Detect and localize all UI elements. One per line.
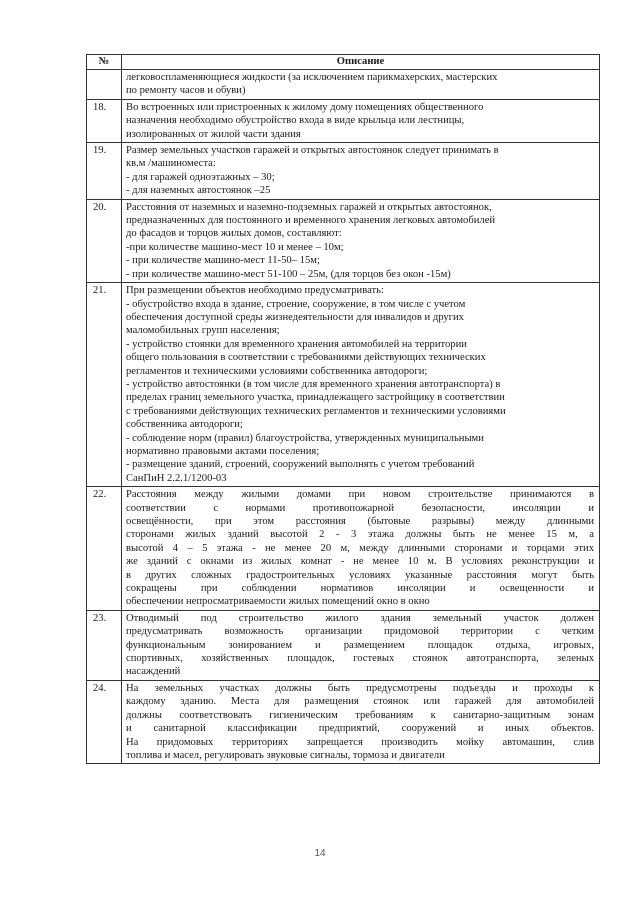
row-number: 24. [87, 680, 122, 763]
description-line: высотой 4 – 5 этажа - не менее 20 м, между длинными сторонами и торцами этих [126, 542, 594, 554]
row-description [122, 610, 600, 680]
row-number: 19. [87, 143, 122, 200]
description-line: Расстояния между жилыми домами при новом строительстве принимаются в [126, 489, 594, 501]
description-line: нормативно правовыми актами поселения; [126, 445, 320, 457]
description-line: собственника автодороги; [126, 419, 243, 431]
header-description: Описание [122, 55, 600, 70]
table-header-row [87, 55, 600, 70]
description-line: каждому зданию. Места для размещения стоянок или гаражей для автомобилей [126, 696, 594, 708]
table-row [87, 283, 600, 487]
row-description [122, 143, 600, 200]
description-line: сокращены при соблюдении нормативов инсоляции и освещенности и [126, 583, 594, 595]
description-line: маломобильных групп населения; [126, 325, 280, 337]
description-line: -при количестве машино-мест 10 и менее – 10м; [126, 241, 344, 253]
row-number: 20. [87, 199, 122, 282]
table-body [87, 70, 600, 764]
row-number: 21. [87, 283, 122, 487]
description-line: легковоспламеняющиеся жидкости (за исключением парикмахерских, мастерских [126, 72, 498, 83]
row-description [122, 99, 600, 142]
row-description [122, 283, 600, 487]
description-line: в других сложных градостроительных условиях указанные расстояния могут быть [126, 569, 594, 581]
description-line: должны соответствовать гигиеническим требованиям к санитарно-защитным зонам [126, 709, 594, 721]
row-number: 22. [87, 487, 122, 611]
description-line: При размещении объектов необходимо предусматривать: [126, 285, 384, 297]
description-line: сторонами жилых зданий высотой 2 - 3 этажа должны быть не менее 15 м, а [126, 529, 594, 541]
table-row [87, 487, 600, 611]
table-row [87, 143, 600, 200]
description-line: - при количестве машино-мест 51-100 – 25м, (для торцов без окон -15м) [126, 268, 451, 280]
row-description [122, 70, 600, 100]
row-description [122, 680, 600, 763]
description-line: пределах границ земельного участка, принадлежащего застройщику в соответствии [126, 392, 505, 404]
description-line: - размещение зданий, строений, сооружений выполнять с учетом требований [126, 459, 475, 471]
description-line: топлива и масел, регулировать звуковые сигналы, тормоза и двигатели [126, 749, 445, 761]
row-number: 23. [87, 610, 122, 680]
description-line: с требованиями действующих технических регламентов и техническими условиями [126, 405, 506, 417]
description-line: освещённости, при этом расстояния (бытовые разрывы) между длинными [126, 516, 594, 527]
page-number: 14 [314, 848, 326, 859]
description-line: СанПиН 2.2.1/1200-03 [126, 472, 227, 484]
description-line: Отводимый под строительство жилого здания земельный участок должен [126, 612, 594, 624]
description-line: На земельных участках должны быть предусмотрены подъезды и проходы к [126, 682, 594, 694]
description-line: - для гаражей одноэтажных – 30; [126, 171, 275, 183]
description-line: - обустройство входа в здание, строение, сооружение, в том числе с учетом [126, 298, 466, 310]
description-line: функциональным зонированием и размещением площадок отдыха, игровых, [126, 639, 594, 651]
description-line: изолированных от жилой части здания [126, 128, 301, 140]
table-row [87, 680, 600, 763]
description-line: предусматривать возможность организации придомовой территории с четким [126, 626, 594, 638]
description-line: - соблюдение норм (правил) благоустройства, утвержденных муниципальными [126, 432, 484, 444]
description-line: назначения необходимо обустройство входа в виде крыльца или лестницы, [126, 115, 465, 127]
description-line: спортивных, хозяйственных площадок, гостевых стоянок автотранспорта, зеленых [126, 653, 594, 665]
description-line: насаждений [126, 666, 181, 678]
table-row [87, 70, 600, 100]
table-row [87, 99, 600, 142]
description-line: Во встроенных или пристроенных к жилому дому помещениях общественного [126, 101, 484, 113]
description-line: - устройство стоянки для временного хранения автомобилей на территории [126, 338, 467, 350]
description-line: обеспечении непросматриваемости жилых помещений окно в окно [126, 596, 430, 608]
row-description [122, 487, 600, 611]
description-line: Расстояния от наземных и наземно-подземных гаражей и открытых автостоянок, [126, 201, 492, 213]
row-description [122, 199, 600, 282]
description-line: - для наземных автостоянок –25 [126, 185, 271, 197]
description-line: до фасадов и торцов жилых домов, составляют: [126, 228, 342, 240]
row-number: 18. [87, 99, 122, 142]
description-line: же зданий с окнами из жилых комнат - не менее 10 м. В условиях реконструкции и [126, 556, 594, 568]
description-line: общего пользования в соответствии с требованиями действующих технических [126, 352, 486, 364]
description-line: предназначенных для постоянного и временного хранения легковых автомобилей [126, 215, 496, 227]
description-line: по ремонту часов и обуви) [126, 85, 246, 97]
row-number [87, 70, 122, 100]
table-row [87, 199, 600, 282]
description-line: соответствии с нормами противопожарной безопасности, инсоляции и [126, 502, 594, 514]
description-line: - при количестве машино-мест 11-50– 15м; [126, 255, 320, 267]
table-row [87, 610, 600, 680]
description-line: регламентов и техническими условиями собственника автодороги; [126, 365, 428, 377]
description-line: - устройство автостоянки (в том числе для временного хранения автотранспорта) в [126, 378, 501, 390]
description-table [86, 54, 600, 764]
description-line: кв.м /машиноместа: [126, 158, 216, 170]
header-number: № [87, 55, 122, 70]
description-line: обеспечения доступной среды жизнедеятельности для инвалидов и других [126, 311, 464, 323]
description-line: Размер земельных участков гаражей и открытых автостоянок следует принимать в [126, 145, 499, 157]
description-line: и санитарной классификации предприятий, сооружений и иных объектов. [126, 723, 594, 735]
description-line: На придомовых территориях запрещается производить мойку автомашин, слив [126, 736, 594, 748]
